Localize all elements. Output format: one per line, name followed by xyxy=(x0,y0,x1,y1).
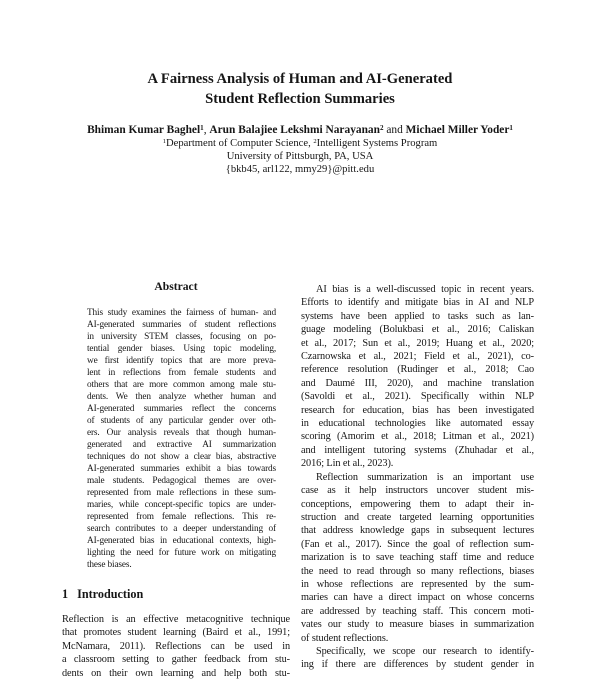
affiliation-location: University of Pittsburgh, PA, USA xyxy=(226,151,374,162)
text-line: these biases. xyxy=(87,560,132,570)
text-line: tential gender biases. Using topic modeling, xyxy=(87,344,276,354)
text-line: of student reflections. xyxy=(301,632,389,644)
text-line: AI-generated summaries reflect the concerns xyxy=(87,404,276,414)
affiliation-departments: $^1$Department of Computer Science, $^2$Intelligent Systems Program xyxy=(162,138,438,149)
text-line: (Savoldi et al., 2021). Specifically within NLP xyxy=(301,391,534,403)
two-column-body xyxy=(62,280,534,680)
text-line: (Fan et al., 2017). Since the goal of reflection sum- xyxy=(301,538,534,550)
text-line: the need to read through so many reflections, biases xyxy=(301,565,534,577)
text-line: marization is to save teaching staff time and reduce xyxy=(301,552,534,564)
text-line: techniques do not show a clear bias, abstractive xyxy=(87,452,276,462)
introduction-text xyxy=(62,613,290,680)
text-line: others that are more common among male stu- xyxy=(87,380,276,390)
text-line: dents on their own learning and help both stu- xyxy=(62,667,290,679)
text-line: scoring (Amorim et al., 2018; Litman et al., 2021) xyxy=(301,431,534,443)
text-line: ing if there are differences by student gender in xyxy=(301,659,534,671)
text-line: and Daumé III, 2020), and machine translation xyxy=(301,377,534,389)
paper-title-line1: A Fairness Analysis of Human and AI-Generated xyxy=(147,71,453,87)
text-line: Reflection is an effective metacognitive technique xyxy=(62,614,290,625)
text-line: and intelligent tutoring systems (Zhuhadar et al., xyxy=(301,444,534,456)
text-line: This study examines the fairness of human- and xyxy=(87,308,276,318)
text-line: ers. Our analysis reveals that though human- xyxy=(87,428,276,438)
text-line: Specifically, we scope our research to identify- xyxy=(316,645,534,657)
text-line: male students. Pedagogical themes are over- xyxy=(87,476,276,486)
contact-email: {bkb45, arl122, mmy29}@pitt.edu xyxy=(225,164,375,175)
text-line: AI bias is a well-discussed topic in recent years. xyxy=(316,284,534,295)
right-column-text xyxy=(301,280,534,680)
text-line: are addressed by teaching staff. This concern moti- xyxy=(301,605,534,617)
text-line: vates our study to measure biases in summarization xyxy=(301,619,534,631)
author-list: Bhiman Kumar Baghel$^1$, Arun Balajiee Lekshmi Narayanan$^2$ and Michael Miller Yoder$^1$ xyxy=(87,123,513,136)
text-line: case as it help instructors uncover student mis- xyxy=(301,485,534,497)
text-line: guage modeling (Bolukbasi et al., 2016; Caliskan xyxy=(301,324,534,336)
text-line: systems have been applied to tasks such as lan- xyxy=(301,310,534,322)
text-line: that address knowledge gaps in subsequent lectures xyxy=(301,525,534,537)
section-heading-introduction xyxy=(62,587,290,602)
paper-page xyxy=(0,69,600,679)
paper-title-line2: Student Reflection Summaries xyxy=(205,91,395,107)
text-line: dents. We then analyze whether human and xyxy=(87,392,276,402)
paper-title xyxy=(0,69,600,109)
author-name: Michael Miller Yoder$^1$ xyxy=(405,123,513,136)
text-line: research for education, bias has been investigated xyxy=(301,404,534,416)
text-line: represented from female reflections. This re- xyxy=(87,512,276,522)
text-line: that promotes student learning (Baird et al., 1991; xyxy=(62,627,290,639)
abstract-heading: Abstract xyxy=(154,280,198,293)
text-line: AI-generated summaries exhibit a bias towards xyxy=(87,464,276,474)
text-line: lighting the need for future work on mitigating xyxy=(87,548,276,558)
text-line: we first identify topics that are more preva- xyxy=(87,356,276,366)
text-line: conceptions, empowering them to adapt their in- xyxy=(301,498,534,510)
text-line: in university STEM classes, focusing on po- xyxy=(87,332,276,342)
text-line: represented from male reflections in these sum- xyxy=(87,488,276,498)
text-line: Efforts to identify and mitigate bias in AI and NLP xyxy=(301,297,534,309)
text-line: struction and create targeted learning opportunities xyxy=(301,511,534,523)
text-line: AI-generated bias in educational contexts, high- xyxy=(87,536,276,546)
text-line: AI-generated summaries of student reflections xyxy=(87,320,276,330)
text-line: reference resolution (Rudinger et al., 2018; Cao xyxy=(301,364,534,376)
text-line: in whose reflections are represented by the sum- xyxy=(301,578,534,590)
text-line: Reflection summarization is an important use xyxy=(316,471,534,483)
section-title: Introduction xyxy=(77,587,144,601)
text-line: in educational technologies like automated essay xyxy=(301,418,534,430)
text-line: 2016; Lin et al., 2023). xyxy=(301,458,394,470)
author-name: Bhiman Kumar Baghel$^1$ xyxy=(87,123,204,136)
text-line: of students of any particular gender over oth- xyxy=(87,416,276,426)
abstract-body xyxy=(87,307,276,571)
text-line: search contributes to a deeper understanding of xyxy=(87,524,276,534)
text-line: maries, while concept-specific topics are under- xyxy=(87,500,276,510)
text-line: McNamara, 2011). Reflections can be used in xyxy=(62,640,290,652)
section-number: 1 xyxy=(62,587,69,601)
text-line: a classroom setting to gather feedback from stu- xyxy=(62,654,290,666)
left-column xyxy=(62,280,290,680)
text-line: lent in reflections from female students and xyxy=(87,368,276,378)
text-line: Czarnowska et al., 2021; Field et al., 2021), co- xyxy=(301,351,534,363)
text-line: et al., 2017; Sun et al., 2019; Huang et al., 2020; xyxy=(301,337,534,349)
author-name: Arun Balajiee Lekshmi Narayanan$^2$ xyxy=(209,123,384,136)
text-line: generated and extractive AI summarization xyxy=(87,440,276,450)
text-line: maries can have a direct impact on whose concerns xyxy=(301,592,534,604)
